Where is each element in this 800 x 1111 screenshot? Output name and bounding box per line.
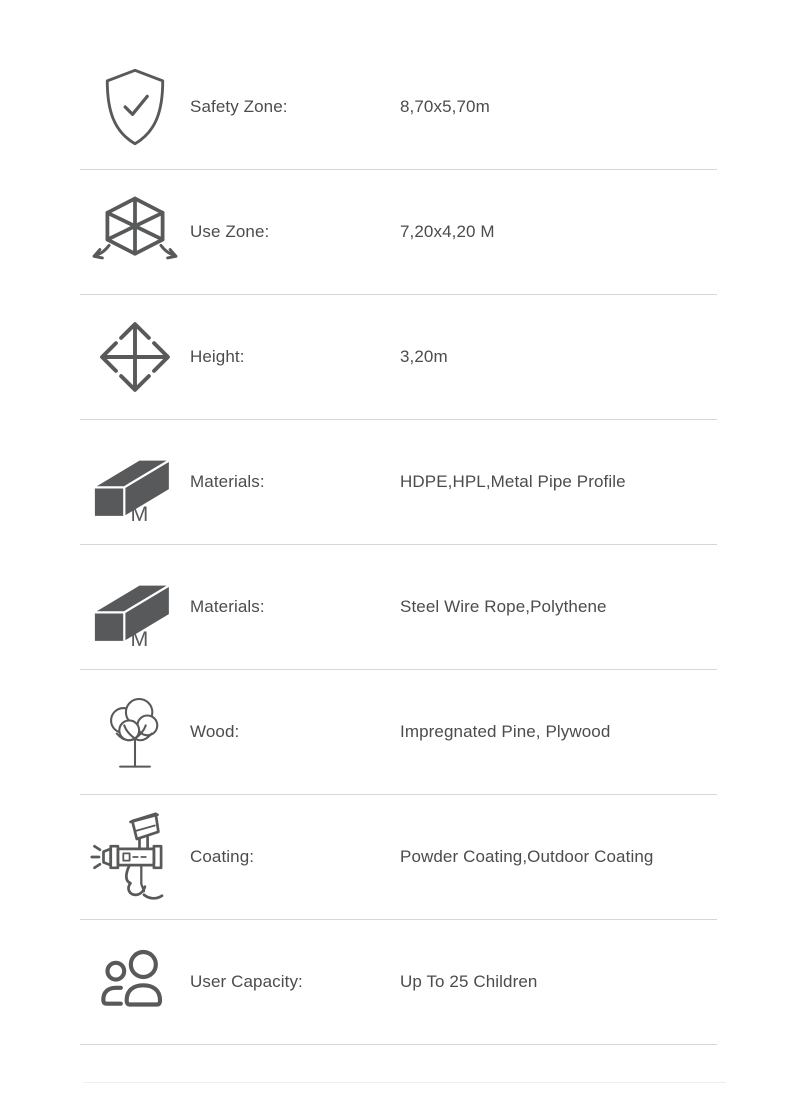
- spec-row-use-zone: [80, 170, 717, 295]
- spec-row-coating: [80, 795, 717, 920]
- block-letter-m: M: [130, 627, 149, 648]
- spec-label: Safety Zone:: [190, 97, 288, 116]
- spec-row-materials-2: [80, 545, 717, 670]
- spec-value: Up To 25 Children: [400, 972, 538, 991]
- spec-label: Wood:: [190, 722, 240, 741]
- spec-label: Materials:: [190, 472, 265, 491]
- spec-row-safety-zone: [80, 45, 717, 170]
- spec-label: Coating:: [190, 847, 255, 866]
- spec-label: User Capacity:: [190, 972, 303, 991]
- spec-label: Use Zone:: [190, 222, 270, 241]
- spec-value: 8,70x5,70m: [400, 97, 490, 116]
- spec-value: 7,20x4,20 M: [400, 222, 495, 241]
- spec-label: Height:: [190, 347, 245, 366]
- height-arrows-icon: [80, 317, 190, 397]
- materials-block-icon: [80, 566, 190, 648]
- spec-label: Materials:: [190, 597, 265, 616]
- bottom-light-divider: [83, 1082, 726, 1083]
- spec-value: 3,20m: [400, 347, 448, 366]
- spec-row-wood: [80, 670, 717, 795]
- safety-shield-check-icon: [80, 67, 190, 147]
- use-zone-cube-icon: [80, 193, 190, 271]
- spec-value: Powder Coating,Outdoor Coating: [400, 847, 654, 866]
- wood-tree-icon: [80, 687, 190, 777]
- spec-row-height: [80, 295, 717, 420]
- user-capacity-people-icon: [80, 947, 190, 1017]
- spec-row-materials-1: [80, 420, 717, 545]
- spec-value: HDPE,HPL,Metal Pipe Profile: [400, 472, 626, 491]
- materials-block-icon: [80, 441, 190, 523]
- spec-value: Steel Wire Rope,Polythene: [400, 597, 607, 616]
- spec-value: Impregnated Pine, Plywood: [400, 722, 611, 741]
- block-letter-m: M: [130, 502, 149, 523]
- coating-spray-gun-icon: [80, 810, 190, 904]
- spec-row-user-capacity: [80, 920, 717, 1045]
